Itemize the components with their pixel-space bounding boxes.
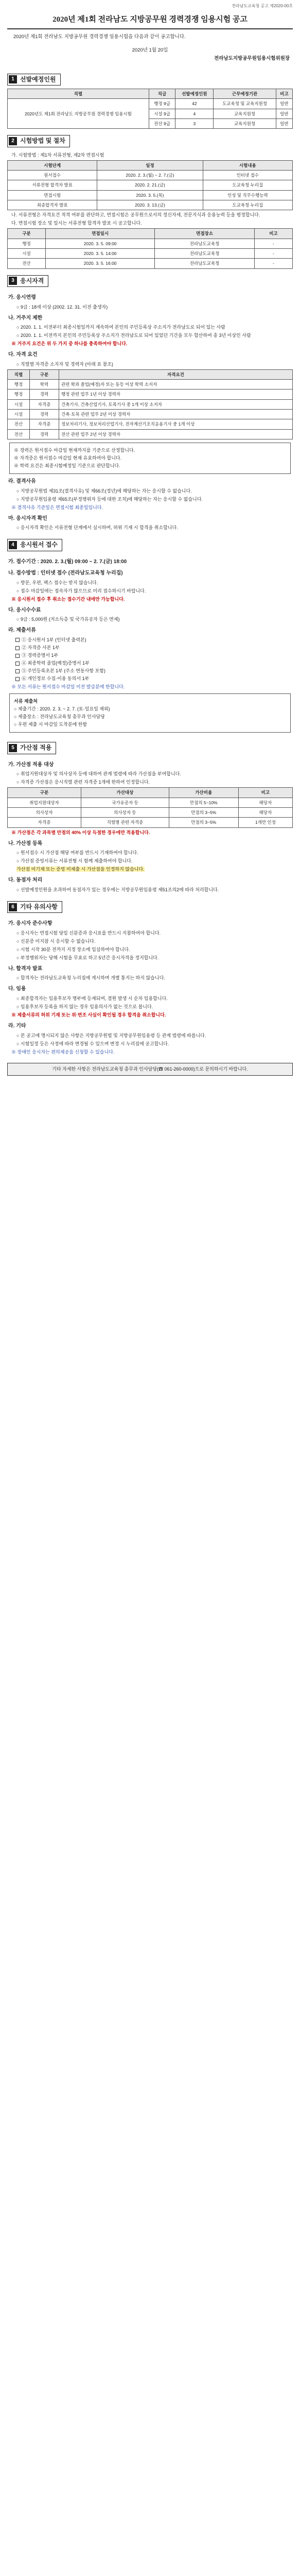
- table-cell: 전산: [8, 429, 30, 439]
- table-cell: 해당자: [238, 798, 292, 807]
- subsection-heading: 다. 응시수수료: [8, 607, 41, 613]
- paragraph: ○ 본 공고에 명시되지 않은 사항은 지방공무원법 및 지방공무원임용령 등 관계 법령에 따릅니다.: [16, 1032, 206, 1038]
- table-cell: 일반: [276, 99, 292, 109]
- schedule-table: [7, 160, 293, 211]
- interview-table: [7, 228, 293, 268]
- section-title: 가산점 적용: [20, 744, 52, 752]
- table-cell: 2020년도 제1회 전라남도 지방공무원 경력경쟁 임용시험: [8, 99, 149, 129]
- table-header: 구분: [30, 369, 59, 379]
- table-header: 직렬: [8, 89, 149, 99]
- subsection-heading: 가. 응시연령: [8, 295, 36, 301]
- list-item-label: ③ 경력증명서 1부: [22, 652, 59, 658]
- table-header: 가산비율: [169, 788, 238, 798]
- table-cell: 행정: [8, 239, 46, 248]
- paragraph: ○ 시험일정 등은 사정에 따라 변경될 수 있으며 변경 시 누리집에 공고합니다.: [16, 1041, 169, 1046]
- highlighted-text: 가산점 미기재 또는 증빙 미제출 시 가산점을 인정하지 않습니다.: [16, 867, 145, 872]
- table-cell: 2020. 2. 3.(월) ~ 2. 7.(금): [97, 171, 203, 180]
- table-cell: 도교육청 누리집: [203, 200, 292, 210]
- table-cell: 관련 학과 졸업(예정)자 또는 동등 이상 학력 소지자: [59, 380, 292, 389]
- table-header: 직렬: [8, 369, 30, 379]
- table-cell: 건축·토목 관련 업무 2년 이상 경력자: [59, 410, 292, 419]
- paragraph: ○ 자격증 가산점은 응시직렬 관련 자격증 1개에 한하여 인정합니다.: [16, 779, 150, 785]
- warning-note: ※ 응시원서 접수 후 취소는 접수기간 내에만 가능합니다.: [11, 596, 125, 602]
- document-list-item: [15, 668, 293, 674]
- paragraph: ○ 시험 시작 30분 전까지 지정 장소에 입실하여야 합니다.: [16, 946, 130, 952]
- table-cell: -: [254, 259, 292, 268]
- table-cell: 경력: [30, 410, 59, 419]
- table-cell: 서류전형 합격자 발표: [8, 180, 97, 190]
- issuer-name: 전라남도지방공무원임용시험위원장: [214, 55, 290, 61]
- paragraph: 다. 면접시험 장소 및 일시는 서류전형 합격자 발표 시 공고합니다.: [11, 221, 142, 226]
- list-item-label: ⑤ 주민등록초본 1부 (주소 변동사항 포함): [22, 668, 105, 674]
- checkbox-icon: [15, 646, 20, 650]
- notice-line: ○ 제출장소 : 전라남도교육청 총무과 인사담당: [14, 714, 105, 720]
- subsection-heading: 나. 거주지 제한: [8, 315, 43, 321]
- table-row: [8, 180, 293, 190]
- document-list-item: [15, 660, 293, 667]
- table-cell: 2020. 3. 5.(목): [97, 190, 203, 200]
- notice-line: ○ 우편 제출 시 마감일 도착분에 한함: [14, 722, 87, 727]
- table-cell: 행정: [8, 380, 30, 389]
- paragraph: ○ 9급 : 18세 이상 (2002. 12. 31. 이전 출생자): [16, 304, 108, 310]
- checkbox-icon: [15, 662, 20, 666]
- table-header: 시험내용: [203, 160, 292, 170]
- table-row: [8, 818, 293, 827]
- announcement-date: 2020년 1월 20일: [132, 47, 168, 54]
- table-cell: 자격증: [30, 419, 59, 429]
- paragraph: ○ 최종합격자는 임용후보자 명부에 등재되며, 결원 발생 시 순차 임용합니다.: [16, 995, 168, 1001]
- table-cell: 2020. 3. 5. 16:00: [46, 259, 155, 268]
- table-row: [8, 171, 293, 180]
- list-item-label: ① 응시원서 1부 (인터넷 출력본): [22, 637, 86, 642]
- table-cell: 2020. 3. 5. 09:00: [46, 239, 155, 248]
- table-row: [8, 419, 293, 429]
- subsection-heading: 마. 응시자격 확인: [8, 515, 47, 521]
- table-cell: 시설: [8, 249, 46, 259]
- table-cell: 일반: [276, 118, 292, 128]
- subsection-heading: 라. 기타: [8, 1023, 26, 1029]
- subsection-heading: 다. 자격 요건: [8, 352, 38, 358]
- info-note: ※ 결격사유 기준일은 면접시험 최종일입니다.: [11, 504, 103, 510]
- paragraph: 나. 서류전형은 자격요건 적격 여부를 판단하고, 면접시험은 공무원으로서의 정신자세, 전문지식과 응용능력 등을 평정합니다.: [11, 212, 260, 218]
- intro-text: 2020년 제1회 전라남도 지방공무원 경력경쟁 임용시험을 다음과 같이 공고합니다.: [13, 34, 186, 40]
- bonus-points-table: [7, 787, 293, 827]
- table-header: 선발예정인원: [175, 89, 214, 99]
- info-note: ※ 모든 서류는 원서접수 마감일 이전 발급분에 한합니다.: [11, 684, 125, 690]
- table-cell: 정보처리기사, 정보처리산업기사, 전자계산기조직응용기사 중 1개 이상: [59, 419, 292, 429]
- section-heading-3: [7, 275, 48, 287]
- section-heading-2: [7, 135, 70, 147]
- section-number: 2: [9, 137, 17, 145]
- table-header: 비고: [276, 89, 292, 99]
- table-header: 시험단계: [8, 160, 97, 170]
- table-cell: 의사상자 등: [81, 807, 169, 817]
- subsection-heading: 가. 접수기간 : 2020. 2. 3.(월) 09:00 ~ 2. 7.(금) 18:00: [8, 558, 127, 565]
- paragraph: ○ 지방공무원임용령 제65조(부정행위자 등에 대한 조치)에 해당하는 자는 응시할 수 없습니다.: [16, 496, 203, 502]
- section-number: 6: [9, 903, 17, 911]
- table-cell: 1개만 인정: [238, 818, 292, 827]
- list-item-label: ② 자격증 사본 1부: [22, 645, 60, 650]
- paragraph: ○ 가산점 증빙서류는 서류전형 시 함께 제출하여야 합니다.: [16, 858, 133, 864]
- table-row: [8, 99, 293, 109]
- table-cell: 2020. 3. 13.(금): [97, 200, 203, 210]
- subsection-heading: 나. 가산점 등록: [8, 840, 43, 846]
- table-row: [8, 410, 293, 419]
- paragraph: ○ 지방공무원법 제31조(결격사유) 및 제66조(정년)에 해당하는 자는 응시할 수 없습니다.: [16, 488, 192, 494]
- table-cell: 전산 9급: [149, 118, 175, 128]
- table-cell: 전라남도교육청: [155, 249, 255, 259]
- table-cell: 만점의 3~5%: [169, 818, 238, 827]
- table-row: [8, 798, 293, 807]
- table-cell: 학력: [30, 380, 59, 389]
- box-title: 서류 제출처: [14, 699, 38, 704]
- table-cell: 2020. 3. 5. 14:00: [46, 249, 155, 259]
- paragraph: ○ 신분증 미지참 시 응시할 수 없습니다.: [16, 938, 96, 944]
- section-title: 시험방법 및 절차: [20, 137, 65, 145]
- subsection-heading: 나. 접수방법 : 인터넷 접수 (전라남도교육청 누리집): [8, 570, 123, 577]
- document-list-item: [15, 637, 293, 643]
- section-heading-1: [7, 74, 61, 86]
- table-header: 면접장소: [155, 229, 255, 239]
- page-title: 2020년 제1회 전라남도 지방공무원 경력경쟁 임용시험 공고: [7, 12, 293, 30]
- notice-line: ※ 학력 요건은 최종시험예정일 기준으로 판단합니다.: [14, 463, 120, 469]
- paragraph: ○ 접수 마감일에는 접속자가 많으므로 미리 접수하시기 바랍니다.: [16, 588, 146, 594]
- table-header: 비고: [238, 788, 292, 798]
- table-cell: 도교육청 및 교육지원청: [214, 99, 276, 109]
- table-row: [8, 389, 293, 399]
- info-note: ※ 장애인 응시자는 편의제공을 신청할 수 있습니다.: [11, 1049, 115, 1055]
- table-cell: 3: [175, 118, 214, 128]
- recruitment-table: [7, 89, 293, 129]
- section-heading-6: [7, 901, 62, 913]
- table-cell: 전산: [8, 419, 30, 429]
- table-cell: 인성 및 직무수행능력: [203, 190, 292, 200]
- qualification-table: [7, 369, 293, 439]
- list-item-label: ④ 최종학력 졸업(예정)증명서 1부: [22, 660, 90, 666]
- table-cell: 전산 관련 업무 2년 이상 경력자: [59, 429, 292, 439]
- table-cell: 경력: [30, 429, 59, 439]
- table-cell: 시설: [8, 399, 30, 409]
- table-cell: 전산: [8, 259, 46, 268]
- paragraph: ○ 임용후보자 등록을 하지 않는 경우 임용의사가 없는 것으로 봅니다.: [16, 1004, 153, 1009]
- table-row: [8, 200, 293, 210]
- table-row: [8, 239, 293, 248]
- table-cell: 행정 관련 업무 1년 이상 경력자: [59, 389, 292, 399]
- warning-note: ※ 제출서류의 허위 기재 또는 위·변조 사실이 확인될 경우 합격을 취소합니다.: [11, 1012, 166, 1018]
- paragraph: 가. 시험방법 : 제1차 서류전형, 제2차 면접시험: [11, 152, 104, 158]
- table-row: [8, 399, 293, 409]
- announcement-page: [0, 0, 300, 1088]
- document-list-item: [15, 675, 293, 682]
- paragraph: ○ 원서접수 시 가산점 해당 여부를 반드시 기재하여야 합니다.: [16, 850, 138, 856]
- table-cell: 해당자: [238, 807, 292, 817]
- section-number: 3: [9, 277, 17, 285]
- table-cell: 면접시험: [8, 190, 97, 200]
- table-cell: 4: [175, 109, 214, 118]
- paragraph: ○ 2020. 1. 1. 이전부터 최종시험일까지 계속하여 본인의 주민등록상 주소지가 전라남도로 되어 있는 사람: [16, 325, 225, 330]
- table-cell: 인터넷 접수: [203, 171, 292, 180]
- list-item-label: ⑥ 개인정보 수집·이용 동의서 1부: [22, 676, 90, 682]
- paragraph: ○ 부정행위자는 당해 시험을 무효로 하고 5년간 응시자격을 정지합니다.: [16, 955, 159, 960]
- table-cell: -: [254, 239, 292, 248]
- table-cell: 행정: [8, 389, 30, 399]
- paragraph: ○ 직렬별 자격증 소지자 및 경력자 (아래 표 참조): [16, 361, 113, 367]
- section-number: 4: [9, 541, 17, 549]
- warning-note: ※ 가산점은 각 과목별 만점의 40% 이상 득점한 경우에만 적용합니다.: [11, 829, 150, 835]
- checkbox-icon: [15, 638, 20, 642]
- paragraph: ○ 응시자는 면접시험 당일 신분증과 응시표를 반드시 지참하여야 합니다.: [16, 930, 161, 936]
- paragraph: ○ 2020. 1. 1. 이전까지 본인의 주민등록상 주소지가 전라남도로 되어 있었던 기간을 모두 합산하여 총 3년 이상인 사람: [16, 333, 251, 338]
- table-row: [8, 429, 293, 439]
- table-row: [8, 807, 293, 817]
- table-cell: 2020. 2. 21.(금): [97, 180, 203, 190]
- table-cell: 만점의 3~5%: [169, 807, 238, 817]
- table-header: 구분: [8, 229, 46, 239]
- section-number: 1: [9, 75, 17, 83]
- subsection-heading: 라. 제출서류: [8, 628, 36, 634]
- table-header: 구분: [8, 788, 81, 798]
- table-header: 비고: [254, 229, 292, 239]
- table-cell: 교육지원청: [214, 118, 276, 128]
- table-cell: 42: [175, 99, 214, 109]
- table-cell: 행정 9급: [149, 99, 175, 109]
- notice-line: ○ 제출기간 : 2020. 2. 3. ~ 2. 7. (토·일요일 제외): [14, 706, 110, 712]
- table-cell: 의사상자: [8, 807, 81, 817]
- paragraph: ○ 선발예정인원을 초과하여 동점자가 있는 경우에는 지방공무원임용령 제51조의2에 따라 처리합니다.: [16, 887, 219, 892]
- section-title: 응시자격: [20, 277, 44, 284]
- paragraph: ○ 응시자격 확인은 서류전형 단계에서 실시하며, 허위 기재 시 합격을 취소합니다.: [16, 525, 178, 531]
- paragraph: ○ 9급 : 5,000원 (저소득층 및 국가유공자 등은 면제): [16, 617, 120, 622]
- paragraph: ○ 취업지원대상자 및 의사상자 등에 대하여 관계 법령에 따라 가산점을 부여합니다.: [16, 771, 181, 777]
- document-list-item: [15, 645, 293, 651]
- table-cell: 경력: [30, 389, 59, 399]
- section-title: 선발예정인원: [20, 75, 56, 83]
- subsection-heading: 다. 동점자 처리: [8, 877, 43, 884]
- table-cell: 최종합격자 발표: [8, 200, 97, 210]
- section-heading-5: [7, 742, 56, 754]
- table-cell: 직렬별 관련 자격증: [81, 818, 169, 827]
- checkbox-icon: [15, 669, 20, 673]
- table-cell: 일반: [276, 109, 292, 118]
- table-cell: 시설 9급: [149, 109, 175, 118]
- table-header: 면접일시: [46, 229, 155, 239]
- section-title: 기타 유의사항: [20, 903, 58, 910]
- table-cell: -: [254, 249, 292, 259]
- notice-line: ※ 경력은 원서접수 마감일 현재까지를 기준으로 산정합니다.: [14, 447, 135, 453]
- document-number: 전라남도교육청 공고 제2020-00호: [232, 4, 293, 8]
- paragraph: ○ 방문, 우편, 팩스 접수는 받지 않습니다.: [16, 580, 98, 585]
- section-number: 5: [9, 744, 17, 752]
- table-cell: 원서접수: [8, 171, 97, 180]
- section-heading-4: [7, 539, 62, 551]
- table-cell: 교육지원청: [214, 109, 276, 118]
- contact-footer: 기타 자세한 사항은 전라남도교육청 총무과 인사담당(☎ 061-260-0000)으로 문의하시기 바랍니다.: [7, 1063, 293, 1076]
- table-cell: 자격증: [8, 818, 81, 827]
- table-cell: 국가유공자 등: [81, 798, 169, 807]
- document-list-item: [15, 652, 293, 659]
- table-header: 가산대상: [81, 788, 169, 798]
- submission-box: [9, 693, 291, 733]
- subsection-heading: 가. 가산점 적용 대상: [8, 761, 54, 768]
- table-row: [8, 249, 293, 259]
- table-row: [8, 380, 293, 389]
- table-cell: 도교육청 누리집: [203, 180, 292, 190]
- notice-line: ※ 자격증은 원서접수 마감일 현재 유효하여야 합니다.: [14, 455, 122, 461]
- checkbox-icon: [15, 677, 20, 681]
- notice-box: [9, 443, 291, 474]
- subsection-heading: 라. 결격사유: [8, 479, 36, 485]
- table-cell: 건축기사, 건축산업기사, 토목기사 중 1개 이상 소지자: [59, 399, 292, 409]
- warning-note: ※ 거주지 요건은 위 두 가지 중 하나를 충족하여야 합니다.: [11, 341, 128, 347]
- table-row: [8, 259, 293, 268]
- table-cell: 시설: [8, 410, 30, 419]
- table-cell: 만점의 5~10%: [169, 798, 238, 807]
- checkbox-icon: [15, 654, 20, 658]
- section-title: 응시원서 접수: [20, 541, 58, 549]
- subsection-heading: 나. 합격자 발표: [8, 965, 43, 972]
- table-header: 자격요건: [59, 369, 292, 379]
- subsection-heading: 다. 임용: [8, 986, 26, 992]
- table-cell: 취업지원대상자: [8, 798, 81, 807]
- table-cell: 전라남도교육청: [155, 259, 255, 268]
- table-header: 직급: [149, 89, 175, 99]
- table-row: [8, 190, 293, 200]
- table-header: 일정: [97, 160, 203, 170]
- subsection-heading: 가. 응시자 준수사항: [8, 921, 52, 927]
- paragraph: ○ 합격자는 전라남도교육청 누리집에 게시하며 개별 통지는 하지 않습니다.: [16, 975, 165, 981]
- table-cell: 자격증: [30, 399, 59, 409]
- table-header: 근무예정기관: [214, 89, 276, 99]
- table-cell: 전라남도교육청: [155, 239, 255, 248]
